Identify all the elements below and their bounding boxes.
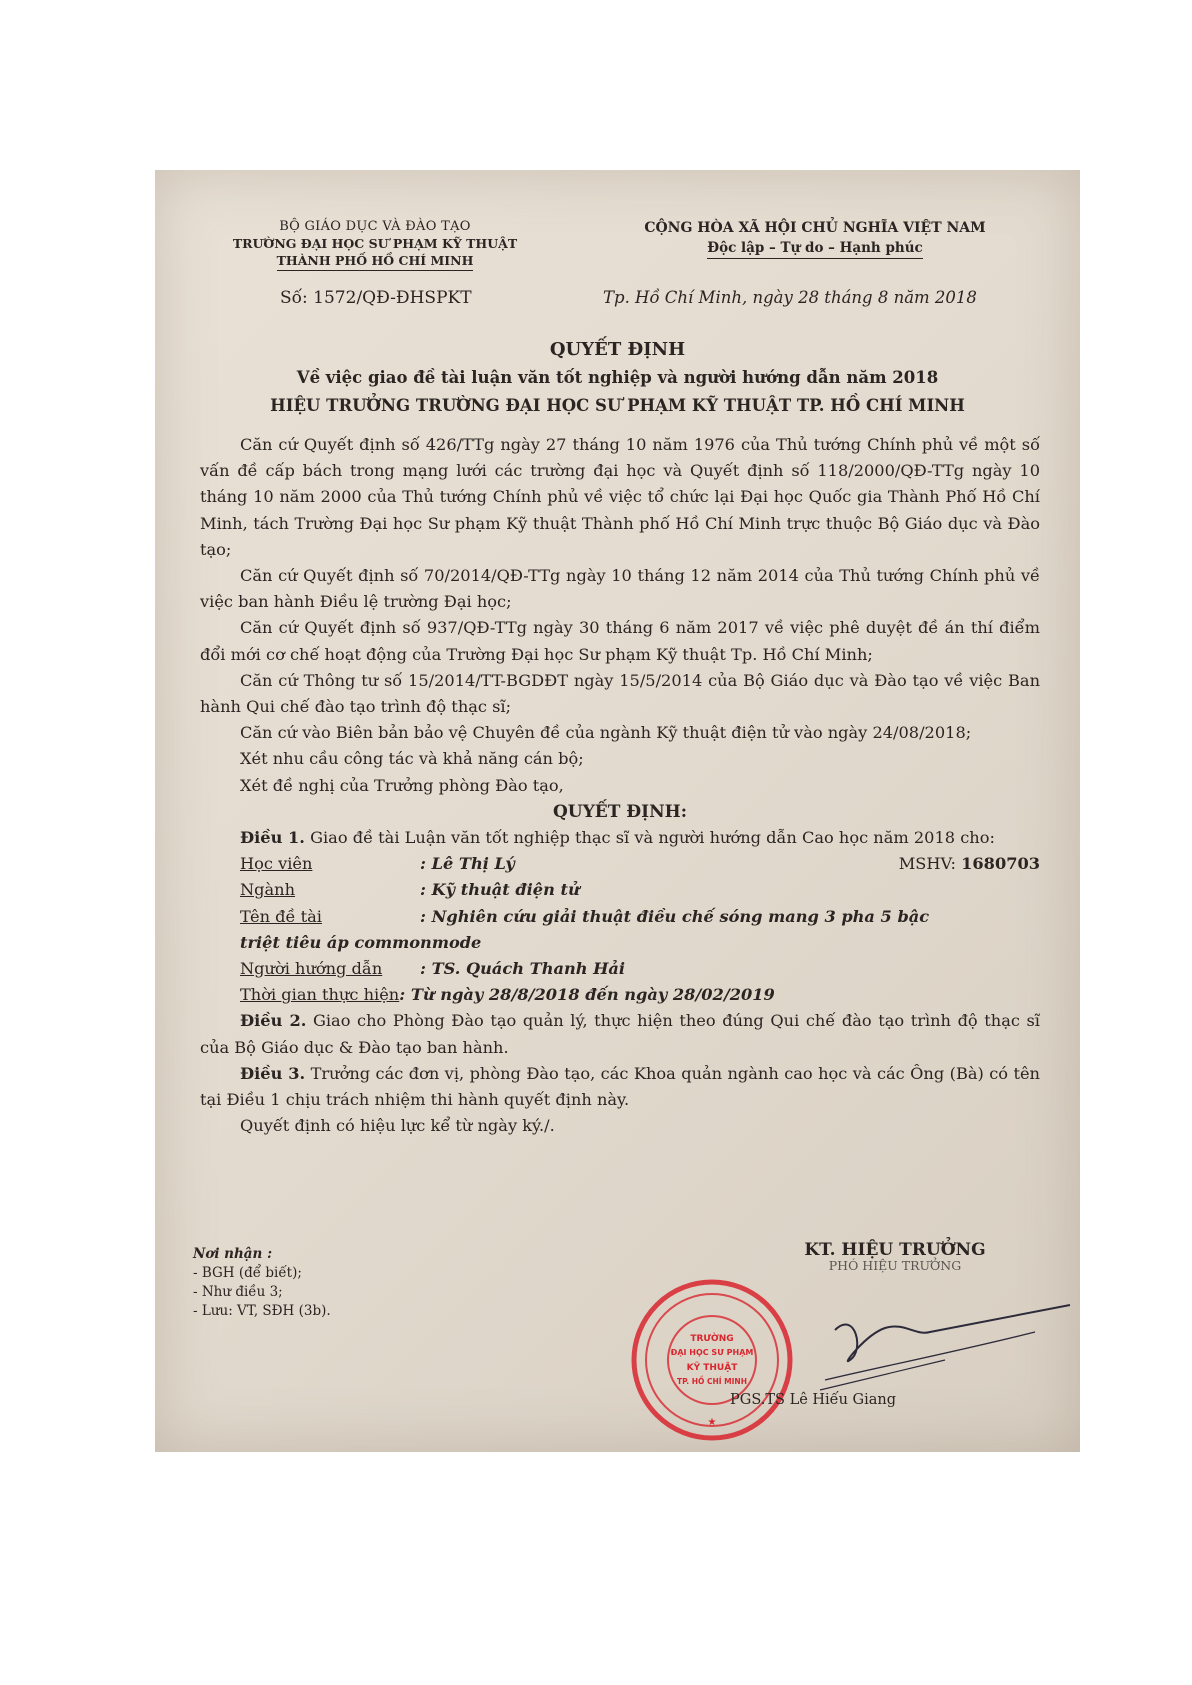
recipient-item: - Như điều 3;	[193, 1284, 283, 1300]
article-3-text: Trưởng các đơn vị, phòng Đào tạo, các Khoa quản ngành cao học và các Ông (Bà) có tên tại Điều 1 chịu trách nhiệm thi hành quyết định này.	[200, 1063, 1040, 1110]
student-key: Học viên	[240, 854, 313, 874]
stamp-line: TP. HỒ CHÍ MINH	[677, 1377, 747, 1386]
student-row	[200, 851, 1040, 877]
article-3	[200, 1061, 1040, 1113]
consideration-line: Xét nhu cầu công tác và khả năng cán bộ;	[240, 749, 584, 769]
major-row	[200, 877, 1040, 903]
period-key: Thời gian thực hiện	[240, 985, 400, 1005]
document-body	[200, 432, 1040, 1139]
signer-title: KT. HIỆU TRƯỞNG	[804, 1240, 986, 1260]
document-date: Tp. Hồ Chí Minh, ngày 28 tháng 8 năm 2018	[603, 288, 977, 307]
recipient-item: - BGH (để biết);	[193, 1265, 302, 1281]
basis-paragraph: Căn cứ vào Biên bản bảo vệ Chuyên đề của ngành Kỹ thuật điện tử vào ngày 24/08/2018;	[240, 723, 972, 743]
issuer-header	[205, 218, 545, 271]
document-issuer: HIỆU TRƯỞNG TRƯỜNG ĐẠI HỌC SƯ PHẠM KỸ THUẬT TP. HỒ CHÍ MINH	[270, 396, 965, 415]
article-3-label: Điều 3.	[240, 1063, 306, 1083]
recipients-heading: Nơi nhận :	[193, 1246, 273, 1262]
mshv	[899, 851, 1040, 877]
svg-text:★: ★	[707, 1417, 717, 1428]
topic-row	[200, 904, 1040, 930]
recipients-block	[193, 1245, 331, 1321]
advisor-value: : TS. Quách Thanh Hải	[420, 959, 626, 979]
document-page	[155, 170, 1080, 1452]
basis-paragraph: Căn cứ Thông tư số 15/2014/TT-BGDĐT ngày 15/5/2014 của Bộ Giáo dục và Đào tạo về việc Ban hành Qui chế đào tạo trình độ thạc sĩ;	[200, 670, 1040, 717]
effective-clause: Quyết định có hiệu lực kể từ ngày ký./.	[240, 1116, 555, 1136]
article-1-label: Điều 1.	[240, 828, 305, 848]
stamp-line: ĐẠI HỌC SƯ PHẠM	[670, 1348, 754, 1357]
student-value: : Lê Thị Lý	[420, 854, 515, 874]
university-name: TRƯỜNG ĐẠI HỌC SƯ PHẠM KỸ THUẬT	[232, 236, 518, 251]
signer-name: PGS.TS Lê Hiếu Giang	[730, 1392, 897, 1408]
article-2	[200, 1008, 1040, 1060]
ministry-name: BỘ GIÁO DỤC VÀ ĐÀO TẠO	[279, 219, 471, 234]
signature-icon	[715, 1240, 1075, 1440]
stamp-line: KỸ THUẬT	[686, 1363, 738, 1373]
period-row	[200, 982, 1040, 1008]
major-key: Ngành	[240, 880, 296, 900]
topic-continuation: triệt tiêu áp commonmode	[240, 932, 482, 952]
article-1	[200, 825, 1040, 851]
national-motto: Độc lập – Tự do – Hạnh phúc	[707, 238, 922, 259]
document-title-block	[155, 336, 1080, 420]
article-1-text: Giao đề tài Luận văn tốt nghiệp thạc sĩ và người hướng dẫn Cao học năm 2018 cho:	[310, 828, 995, 848]
basis-paragraph: Căn cứ Quyết định số 70/2014/QĐ-TTg ngày 10 tháng 12 năm 2014 của Thủ tướng Chính phủ về việc ban hành Điều lệ trường Đại học;	[200, 566, 1040, 612]
mshv-label: MSHV:	[898, 854, 956, 874]
topic-key: Tên đề tài	[240, 906, 322, 926]
basis-paragraph: Căn cứ Quyết định số 426/TTg ngày 27 tháng 10 năm 1976 của Thủ tướng Chính phủ về một số vấn đề cấp bách trong mạng lưới các trường đại học và Quyết định số 118/2000/QĐ-TTg ngày 10 tháng 10 năm 2000 của Thủ tướng Chính phủ về việc tổ chức lại Đại học Quốc gia Thành Phố Hồ Chí Minh, tách Trường Đại học Sư phạm Kỹ thuật Thành phố Hồ Chí Minh trực thuộc Bộ Giáo dục và Đào tạo;	[200, 435, 1040, 559]
topic-value: : Nghiên cứu giải thuật điều chế sóng mang 3 pha 5 bậc	[420, 906, 930, 926]
national-header	[595, 218, 1035, 259]
major-value: : Kỹ thuật điện tử	[420, 880, 580, 900]
city-name: THÀNH PHỐ HỒ CHÍ MINH	[277, 252, 474, 271]
basis-paragraph: Căn cứ Quyết định số 937/QĐ-TTg ngày 30 tháng 6 năm 2017 về việc phê duyệt đề án thí điểm đổi mới cơ chế hoạt động của Trường Đại học Sư phạm Kỹ thuật Tp. Hồ Chí Minh;	[200, 618, 1040, 664]
article-2-label: Điều 2.	[240, 1011, 307, 1031]
advisor-key: Người hướng dẫn	[240, 959, 383, 979]
decision-heading: QUYẾT ĐỊNH:	[553, 801, 687, 822]
document-subject: Về việc giao đề tài luận văn tốt nghiệp và người hướng dẫn năm 2018	[296, 368, 939, 387]
country-name: CỘNG HÒA XÃ HỘI CHỦ NGHĨA VIỆT NAM	[644, 220, 986, 236]
mshv-value: 1680703	[961, 854, 1040, 874]
period-value: : Từ ngày 28/8/2018 đến ngày 28/02/2019	[399, 985, 775, 1005]
document-number: Số: 1572/QĐ-ĐHSPKT	[280, 288, 472, 308]
advisor-row	[200, 956, 1040, 982]
document-title: QUYẾT ĐỊNH	[549, 339, 686, 360]
stamp-line: TRƯỜNG	[690, 1334, 734, 1344]
consideration-line: Xét đề nghị của Trưởng phòng Đào tạo,	[240, 775, 564, 795]
recipient-item: - Lưu: VT, SĐH (3b).	[193, 1303, 331, 1319]
signer-subtitle: PHÓ HIỆU TRƯỞNG	[828, 1258, 962, 1273]
article-2-text: Giao cho Phòng Đào tạo quản lý, thực hiện theo đúng Qui chế đào tạo trình độ thạc sĩ của Bộ Giáo dục & Đào tạo ban hành.	[200, 1011, 1040, 1057]
